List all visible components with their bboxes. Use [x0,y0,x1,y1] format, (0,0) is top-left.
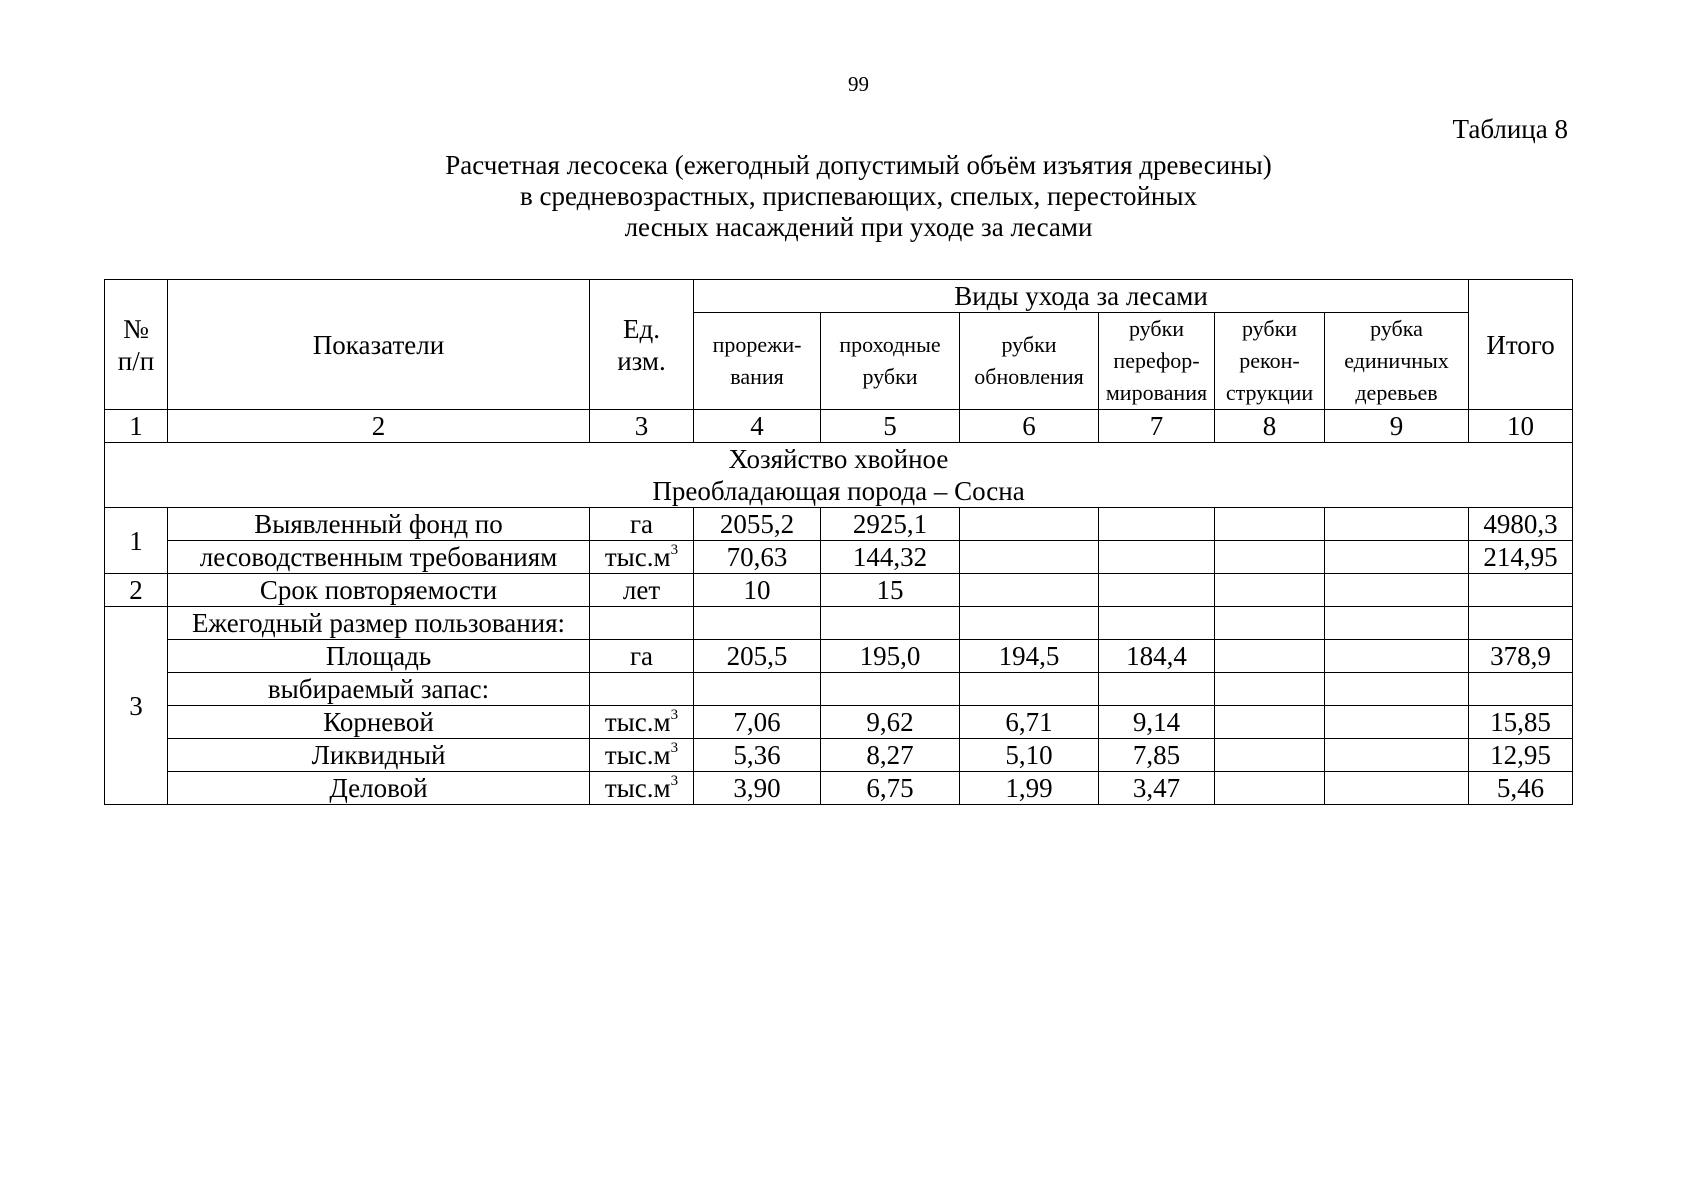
value-cell [960,541,1099,574]
header-total: Итого [1469,280,1573,410]
title-line-1: Расчетная лесосека (ежегодный допустимый объём изъятия древесины) [445,150,1272,180]
header-group: Виды ухода за лесами [694,280,1469,313]
col-number: 8 [1215,410,1325,443]
row-label: выбираемый запас: [168,673,590,706]
row-label: Ежегодный размер пользования: [168,607,590,640]
value-cell [1099,508,1215,541]
value-cell [1325,706,1469,739]
title-line-3: лесных насаждений при уходе за лесами [624,212,1093,242]
total-cell: 378,9 [1469,640,1573,673]
value-cell: 205,5 [694,640,821,673]
header-row [105,280,1573,313]
value-cell: 9,14 [1099,706,1215,739]
value-cell: 15 [821,574,960,607]
total-cell: 5,46 [1469,772,1573,805]
table-title [0,150,1697,243]
value-cell [1099,541,1215,574]
total-cell: 214,95 [1469,541,1573,574]
total-cell: 4980,3 [1469,508,1573,541]
header-type-renewal: рубки обновления [960,313,1099,410]
title-line-2: в средневозрастных, приспевающих, спелых, перестойных [519,181,1198,211]
header-unit: Ед. изм. [590,280,694,410]
value-cell: 195,0 [821,640,960,673]
page-number: 99 [848,72,869,96]
header-type-reformation: рубки перефор- мирования [1099,313,1215,410]
table-label: Таблица 8 [1452,114,1568,144]
value-cell: 184,4 [1099,640,1215,673]
value-cell: 3,47 [1099,772,1215,805]
column-numbers-row [105,410,1573,443]
row-label: Ликвидный [168,739,590,772]
unit-cell: лет [590,574,694,607]
value-cell [1215,772,1325,805]
unit-cell: $тыс.м^3$ [590,541,694,574]
value-cell: 70,63 [694,541,821,574]
table-row [105,541,1573,574]
table-row [105,574,1573,607]
col-number: 2 [168,410,590,443]
total-cell [1469,574,1573,607]
row-number: 3 [105,607,168,805]
table-row [105,673,1573,706]
value-cell [1325,772,1469,805]
value-cell: 2055,2 [694,508,821,541]
header-indicator: Показатели [168,280,590,410]
col-number: 6 [960,410,1099,443]
header-type-single-trees: рубка единичных деревьев [1325,313,1469,410]
value-cell [1215,574,1325,607]
value-cell: 1,99 [960,772,1099,805]
value-cell [1215,541,1325,574]
table-row [105,508,1573,541]
section-row [105,443,1573,508]
unit-cell: $тыс.м^3$ [590,772,694,805]
header-type-reconstruction: рубки рекон- струкции [1215,313,1325,410]
value-cell [960,508,1099,541]
unit-cell: га [590,508,694,541]
unit-cell: $тыс.м^3$ [590,739,694,772]
col-number: 1 [105,410,168,443]
value-cell [1325,541,1469,574]
table-row [105,772,1573,805]
value-cell [1215,508,1325,541]
value-cell: 6,71 [960,706,1099,739]
col-number: 9 [1325,410,1469,443]
value-cell: 194,5 [960,640,1099,673]
total-cell: 12,95 [1469,739,1573,772]
value-cell [1325,640,1469,673]
felling-table [104,279,1573,805]
table-row [105,607,1573,640]
value-cell: 144,32 [821,541,960,574]
value-cell: 7,06 [694,706,821,739]
row-label: лесоводственным требованиям [168,541,590,574]
value-cell [1099,574,1215,607]
value-cell: 7,85 [1099,739,1215,772]
value-cell: 5,10 [960,739,1099,772]
value-cell [1325,574,1469,607]
row-label: Деловой [168,772,590,805]
value-cell [1215,739,1325,772]
value-cell: 10 [694,574,821,607]
value-cell [1325,508,1469,541]
section-heading: Хозяйство хвойное Преобладающая порода – Сосна [105,443,1573,508]
col-number: 3 [590,410,694,443]
col-number: 7 [1099,410,1215,443]
value-cell: 8,27 [821,739,960,772]
row-label: Корневой [168,706,590,739]
value-cell [1325,739,1469,772]
table-row [105,706,1573,739]
value-cell: 9,62 [821,706,960,739]
row-label: Срок повторяемости [168,574,590,607]
table-row [105,739,1573,772]
row-number: 1 [105,508,168,574]
value-cell: 3,90 [694,772,821,805]
col-number: 5 [821,410,960,443]
value-cell: 5,36 [694,739,821,772]
unit-cell: га [590,640,694,673]
value-cell: 6,75 [821,772,960,805]
value-cell [1215,706,1325,739]
header-type-passage: проходные рубки [821,313,960,410]
value-cell [1215,640,1325,673]
total-cell: 15,85 [1469,706,1573,739]
unit-cell: $тыс.м^3$ [590,706,694,739]
row-label: Площадь [168,640,590,673]
value-cell [960,574,1099,607]
row-label: Выявленный фонд по [168,508,590,541]
header-type-thinning: прорежи- вания [694,313,821,410]
header-num: № п/п [105,280,168,410]
value-cell: 2925,1 [821,508,960,541]
table-row [105,640,1573,673]
col-number: 4 [694,410,821,443]
row-number: 2 [105,574,168,607]
col-number: 10 [1469,410,1573,443]
